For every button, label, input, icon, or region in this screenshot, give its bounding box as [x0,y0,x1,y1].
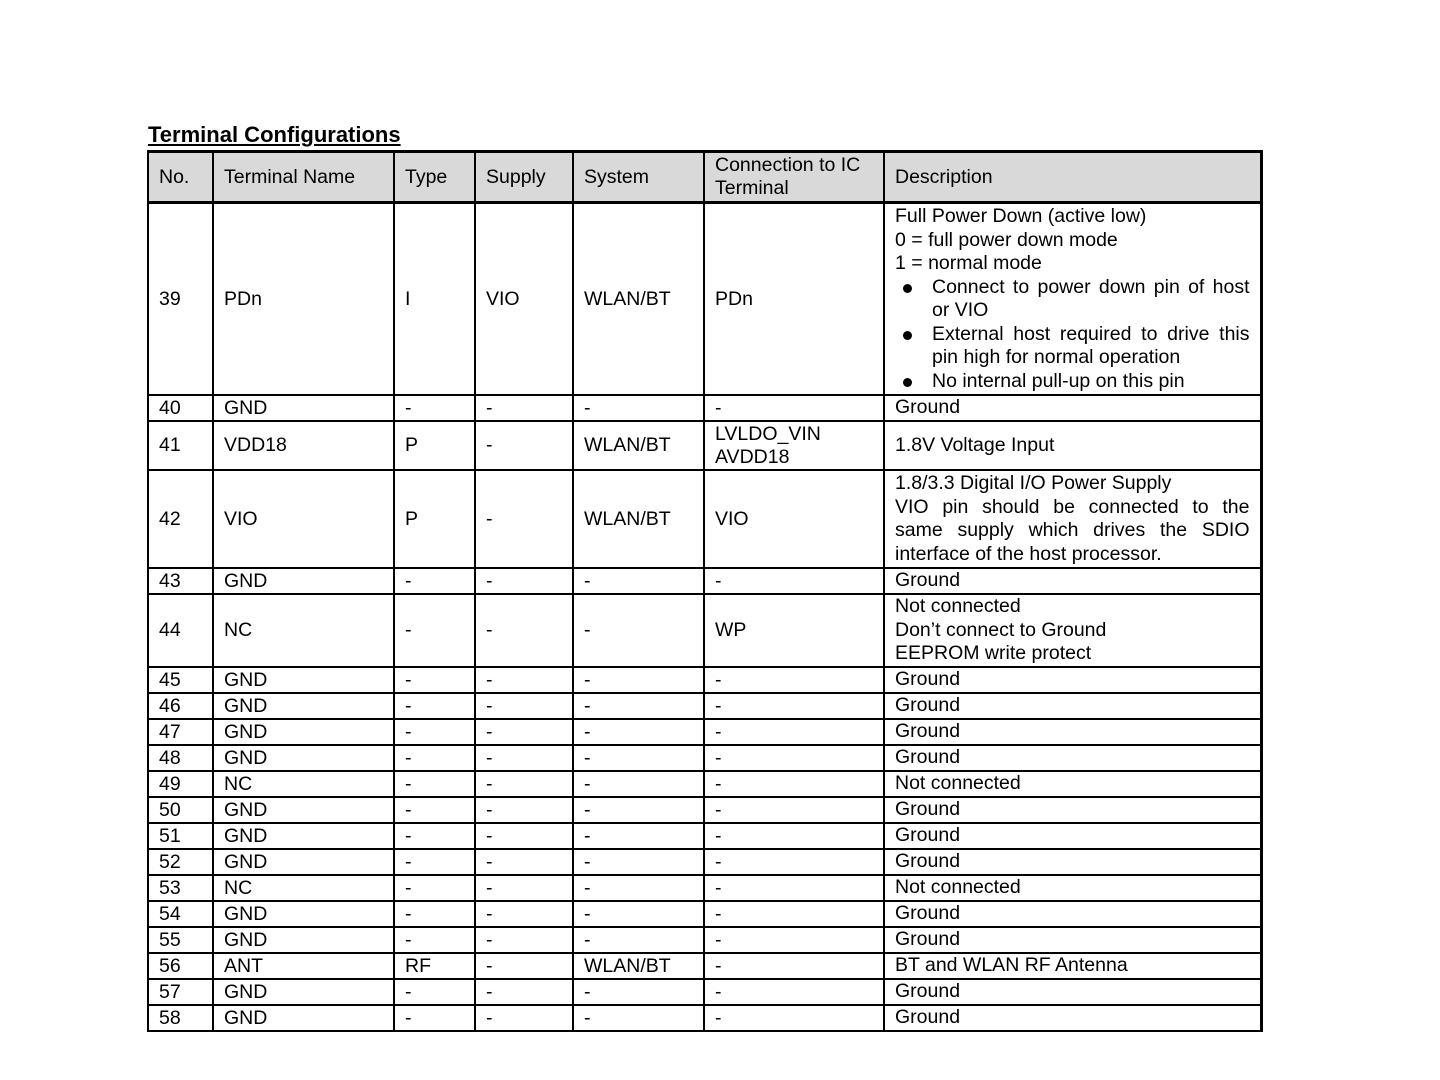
system-cell: - [573,927,704,953]
description-line: Ground [895,902,961,925]
section-title: Terminal Configurations [148,122,401,147]
table-row [148,745,1261,771]
pin-type-cell: - [394,667,475,693]
system-cell: - [573,568,704,594]
description-line: BT and WLAN RF Antenna [895,954,1128,977]
ic-connection-cell: - [704,719,884,745]
pin-type-cell: - [394,771,475,797]
ic-connection-cell: - [704,823,884,849]
ic-connection-cell: - [704,875,884,901]
terminal-name-cell: GND [213,927,394,953]
ic-connection-cell: - [704,771,884,797]
pin-type-cell: P [394,421,475,470]
supply-cell: - [475,875,573,901]
pin-type-cell: I [394,203,475,396]
description-line: Not connected [895,876,1021,899]
pin-type-cell: - [394,927,475,953]
supply-cell: - [475,953,573,979]
system-cell: - [573,771,704,797]
description-cell [884,1005,1261,1031]
supply-cell: - [475,901,573,927]
supply-cell: - [475,395,573,421]
pin-number-cell: 45 [148,667,213,693]
description-line: Ground [895,928,961,951]
description-line: 1.8/3.3 Digital I/O Power Supply [895,472,1172,494]
table-row [148,693,1261,719]
supply-cell: - [475,745,573,771]
table-row [148,927,1261,953]
supply-cell: - [475,719,573,745]
system-cell: - [573,594,704,667]
supply-cell: - [475,667,573,693]
supply-cell: - [475,823,573,849]
ic-connection-cell: - [704,927,884,953]
description-line: EEPROM write protect [895,642,1092,665]
supply-cell: - [475,568,573,594]
table-row [148,594,1261,667]
table-row [148,1005,1261,1031]
header-no: No. [148,152,213,203]
ic-connection-cell: - [704,568,884,594]
header-system: System [573,152,704,203]
description-line: Don’t connect to Ground [895,618,1107,641]
header-row [148,152,1261,203]
description-line: Ground [895,569,961,592]
description-cell [884,719,1261,745]
description-bullet: Connect to power down pin of host or VIO [895,276,1250,323]
supply-cell: - [475,849,573,875]
description-cell [884,395,1261,421]
table-row [148,953,1261,979]
pin-type-cell: - [394,693,475,719]
description-cell [884,421,1261,470]
table-row [148,797,1261,823]
pin-type-cell: - [394,745,475,771]
terminal-configuration-table [147,150,1263,1032]
table-row [148,203,1261,396]
system-cell: - [573,667,704,693]
pin-number-cell: 57 [148,979,213,1005]
pin-type-cell: - [394,797,475,823]
pin-type-cell: - [394,594,475,667]
pin-type-cell: RF [394,953,475,979]
description-line: 1 = normal mode [895,252,1042,274]
supply-cell: - [475,927,573,953]
terminal-name-cell: NC [213,771,394,797]
pin-number-cell: 49 [148,771,213,797]
description-bullet-list [895,276,1250,394]
table-body [148,203,1261,1032]
system-cell: - [573,719,704,745]
pin-number-cell: 55 [148,927,213,953]
description-cell [884,667,1261,693]
table-row [148,823,1261,849]
table-row [148,875,1261,901]
terminal-name-cell: GND [213,693,394,719]
system-cell: - [573,875,704,901]
ic-connection-cell: - [704,667,884,693]
description-line: Not connected [895,595,1021,618]
pin-type-cell: - [394,979,475,1005]
description-bullet: No internal pull-up on this pin [895,370,1250,394]
ic-connection-cell: LVLDO_VIN AVDD18 [704,421,884,470]
ic-connection-cell: - [704,395,884,421]
table-row [148,771,1261,797]
ic-connection-cell: - [704,797,884,823]
pin-number-cell: 39 [148,203,213,396]
description-cell [884,771,1261,797]
description-cell [884,470,1261,568]
pin-number-cell: 52 [148,849,213,875]
supply-cell: - [475,1005,573,1031]
table-row [148,719,1261,745]
supply-cell: - [475,797,573,823]
description-cell [884,203,1261,396]
terminal-name-cell: GND [213,395,394,421]
pin-number-cell: 48 [148,745,213,771]
description-line: Full Power Down (active low) [895,205,1147,227]
pin-type-cell: - [394,875,475,901]
pin-type-cell: P [394,470,475,568]
ic-connection-cell: - [704,745,884,771]
pin-type-cell: - [394,719,475,745]
table-row [148,849,1261,875]
terminal-name-cell: GND [213,745,394,771]
terminal-name-cell: NC [213,594,394,667]
header-connection: Connection to IC Terminal [704,152,884,203]
description-cell [884,927,1261,953]
ic-connection-cell: PDn [704,203,884,396]
terminal-name-cell: GND [213,797,394,823]
ic-connection-cell: WP [704,594,884,667]
table-row [148,979,1261,1005]
supply-cell: - [475,421,573,470]
system-cell: - [573,901,704,927]
terminal-name-cell: GND [213,901,394,927]
terminal-name-cell: GND [213,823,394,849]
pin-number-cell: 44 [148,594,213,667]
terminal-name-cell: NC [213,875,394,901]
description-cell [884,953,1261,979]
header-supply: Supply [475,152,573,203]
pin-number-cell: 51 [148,823,213,849]
description-cell [884,823,1261,849]
description-line: Ground [895,396,961,419]
table-row [148,667,1261,693]
description-line: 0 = full power down mode [895,228,1118,251]
system-cell: - [573,979,704,1005]
table-row [148,470,1261,568]
system-cell: WLAN/BT [573,953,704,979]
ic-connection-cell: - [704,901,884,927]
description-cell [884,979,1261,1005]
pin-type-cell: - [394,1005,475,1031]
pin-number-cell: 56 [148,953,213,979]
terminal-name-cell: GND [213,979,394,1005]
description-cell [884,745,1261,771]
table-row [148,421,1261,470]
description-line: Ground [895,824,961,847]
system-cell: - [573,823,704,849]
description-cell [884,693,1261,719]
ic-connection-cell: - [704,693,884,719]
system-cell: - [573,745,704,771]
pin-type-cell: - [394,568,475,594]
description-line: 1.8V Voltage Input [895,433,1055,456]
terminal-name-cell: GND [213,1005,394,1031]
description-line: Ground [895,798,961,821]
header-description: Description [884,152,1261,203]
system-cell: - [573,693,704,719]
pin-number-cell: 53 [148,875,213,901]
description-bullet: External host required to drive this pin high for normal operation [895,323,1250,370]
table-row [148,395,1261,421]
pin-type-cell: - [394,901,475,927]
description-line: Ground [895,1006,961,1029]
description-line: Ground [895,694,961,717]
terminal-name-cell: ANT [213,953,394,979]
terminal-name-cell: PDn [213,203,394,396]
system-cell: - [573,395,704,421]
description-cell [884,594,1261,667]
pin-number-cell: 54 [148,901,213,927]
description-cell [884,849,1261,875]
terminal-name-cell: VIO [213,470,394,568]
description-line: Ground [895,980,961,1003]
description-cell [884,568,1261,594]
terminal-name-cell: GND [213,568,394,594]
pin-type-cell: - [394,395,475,421]
pin-type-cell: - [394,823,475,849]
ic-connection-cell: - [704,1005,884,1031]
supply-cell: - [475,594,573,667]
table-header [148,152,1261,203]
table-row [148,901,1261,927]
terminal-name-cell: VDD18 [213,421,394,470]
terminal-name-cell: GND [213,667,394,693]
pin-number-cell: 47 [148,719,213,745]
supply-cell: - [475,470,573,568]
pin-number-cell: 40 [148,395,213,421]
terminal-name-cell: GND [213,719,394,745]
system-cell: - [573,849,704,875]
header-type: Type [394,152,475,203]
description-line: Ground [895,746,961,769]
description-cell [884,797,1261,823]
pin-number-cell: 58 [148,1005,213,1031]
system-cell: - [573,797,704,823]
ic-connection-cell: - [704,953,884,979]
description-line: Ground [895,720,961,743]
description-cell [884,901,1261,927]
description-paragraph: VIO pin should be connected to the same supply which drives the SDIO interface of the host processor. [895,495,1250,565]
supply-cell: VIO [475,203,573,396]
pin-number-cell: 43 [148,568,213,594]
supply-cell: - [475,979,573,1005]
supply-cell: - [475,693,573,719]
ic-connection-cell: VIO [704,470,884,568]
system-cell: WLAN/BT [573,470,704,568]
pin-number-cell: 46 [148,693,213,719]
supply-cell: - [475,771,573,797]
pin-type-cell: - [394,849,475,875]
description-cell [884,875,1261,901]
ic-connection-cell: - [704,979,884,1005]
system-cell: - [573,1005,704,1031]
description-line: Ground [895,850,961,873]
terminal-name-cell: GND [213,849,394,875]
header-terminal-name: Terminal Name [213,152,394,203]
system-cell: WLAN/BT [573,421,704,470]
table-row [148,568,1261,594]
ic-connection-cell: - [704,849,884,875]
pin-number-cell: 50 [148,797,213,823]
system-cell: WLAN/BT [573,203,704,396]
description-line: Not connected [895,772,1021,795]
pin-number-cell: 41 [148,421,213,470]
description-line: Ground [895,668,961,691]
pin-number-cell: 42 [148,470,213,568]
